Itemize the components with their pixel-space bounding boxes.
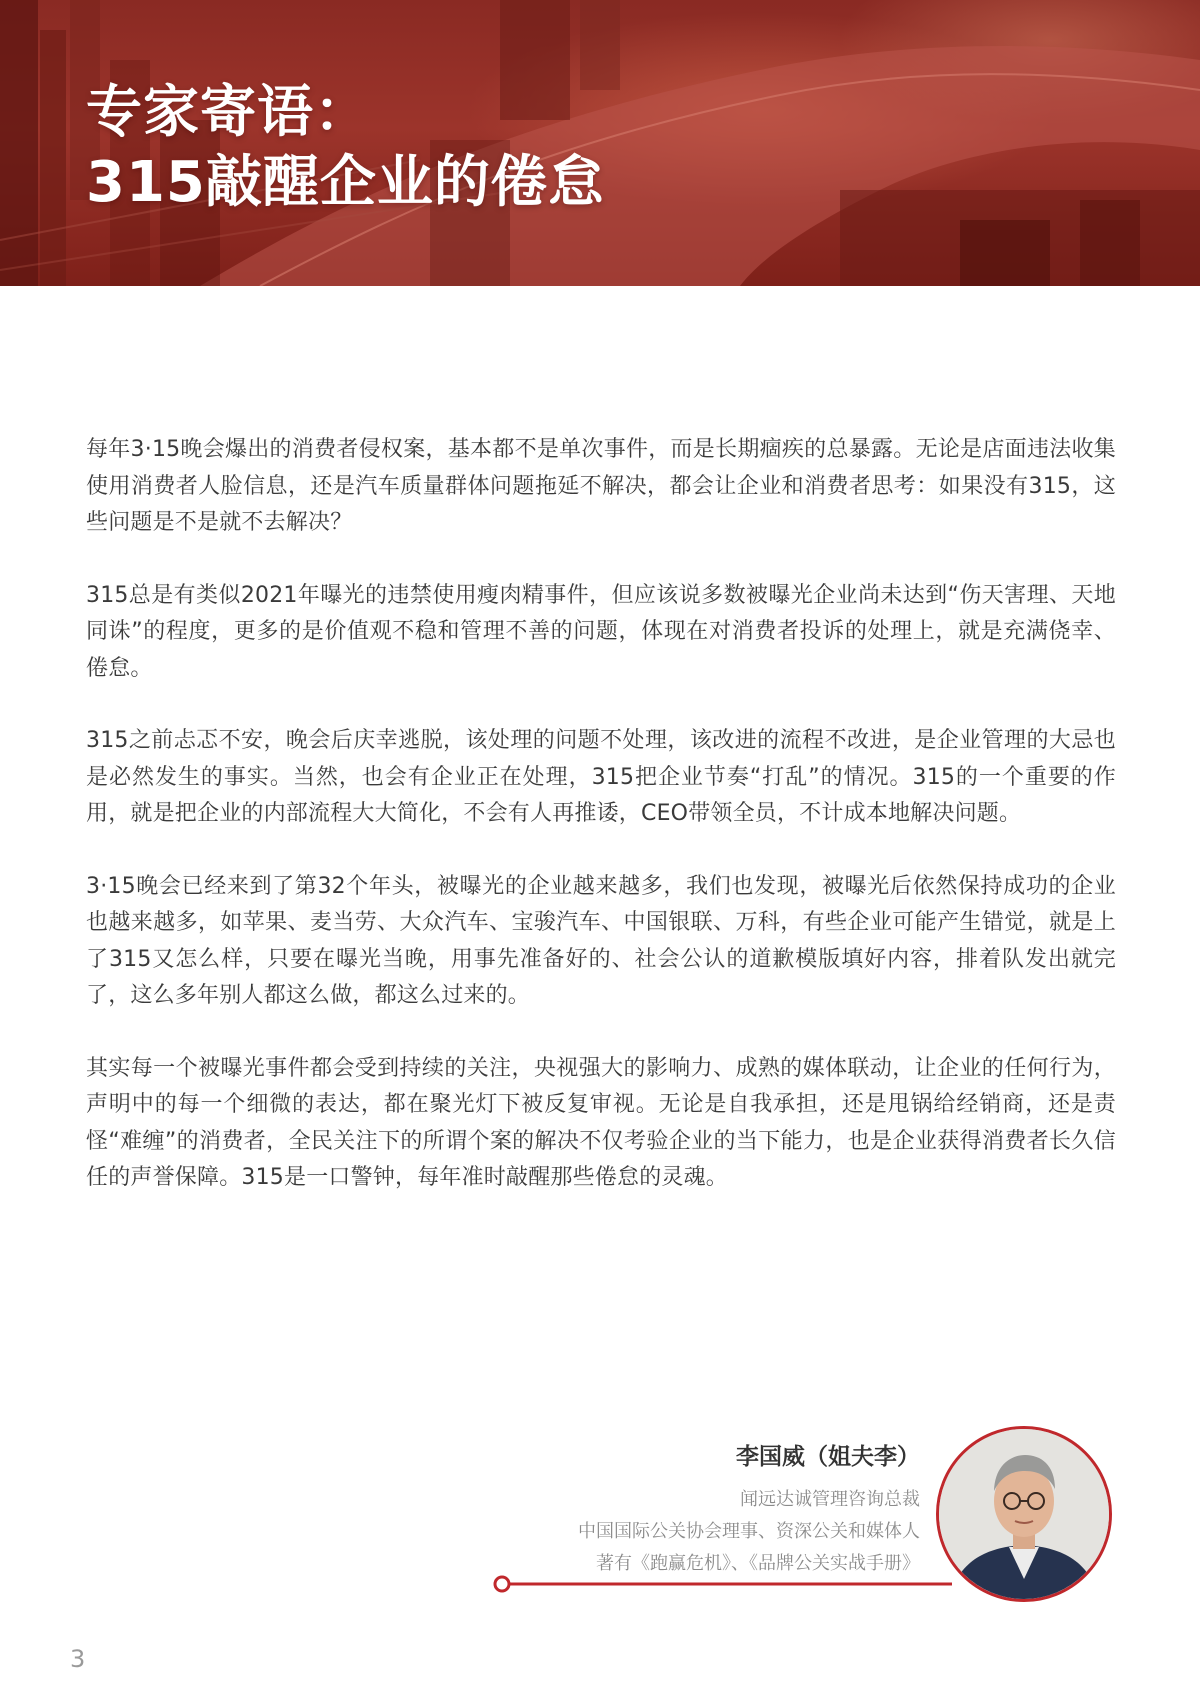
article-body [86, 432, 1116, 1233]
author-name: 李国威（姐夫李） [736, 1444, 920, 1470]
header-banner [0, 0, 1200, 286]
paragraph: 每年3·15晚会爆出的消费者侵权案，基本都不是单次事件，而是长期痼疾的总暴露。无论是店面违法收集使用消费者人脸信息，还是汽车质量群体问题拖延不解决，都会让企业和消费者思考：如果没有315，这些问题是不是就不去解决？ [86, 437, 1116, 535]
paragraph: 3·15晚会已经来到了第32个年头，被曝光的企业越来越多，我们也发现，被曝光后依然保持成功的企业也越来越多，如苹果、麦当劳、大众汽车、宝骏汽车、中国银联、万科，有些企业可能产生错觉，就是上了315又怎么样，只要在曝光当晚，用事先准备好的、社会公认的道歉模版填好内容，排着队发出就完了，这么多年别人都这么做，都这么过来的。 [86, 873, 1116, 1008]
page-title-line-2: 315敲醒企业的倦怠 [86, 150, 605, 215]
page-title-line-1: 专家寄语： [86, 80, 371, 145]
decorative-connector-line [492, 1574, 952, 1594]
paragraph: 315之前忐忑不安，晚会后庆幸逃脱，该处理的问题不处理，该改进的流程不改进，是企业管理的大忌也是必然发生的事实。当然，也会有企业正在处理，315把企业节奏“打乱”的情况。315的一个重要的作用，就是把企业的内部流程大大简化，不会有人再推诿，CEO带领全员，不计成本地解决问题。 [86, 728, 1116, 826]
portrait-icon [939, 1429, 1109, 1599]
author-info [400, 1440, 920, 1580]
author-title: 闻远达诚管理咨询总裁 [740, 1489, 920, 1510]
paragraph: 315总是有类似2021年曝光的违禁使用瘦肉精事件，但应该说多数被曝光企业尚未达到“伤天害理、天地同诛”的程度，更多的是价值观不稳和管理不善的问题，体现在对消费者投诉的处理上，就是充满侥幸、倦怠。 [86, 582, 1116, 681]
author-affiliation: 中国国际公关协会理事、资深公关和媒体人 [578, 1521, 920, 1542]
author-publications: 著有《跑赢危机》、《品牌公关实战手册》 [596, 1553, 920, 1574]
page-title [86, 78, 605, 218]
author-avatar [936, 1426, 1112, 1602]
paragraph: 其实每一个被曝光事件都会受到持续的关注，央视强大的影响力、成熟的媒体联动，让企业的任何行为，声明中的每一个细微的表达，都在聚光灯下被反复审视。无论是自我承担，还是甩锅给经销商，还是责怪“难缠”的消费者，全民关注下的所谓个案的解决不仅考验企业的当下能力，也是企业获得消费者长久信任的声誉保障。315是一口警钟，每年准时敲醒那些倦怠的灵魂。 [86, 1055, 1116, 1190]
page-number: 3 [70, 1645, 86, 1673]
